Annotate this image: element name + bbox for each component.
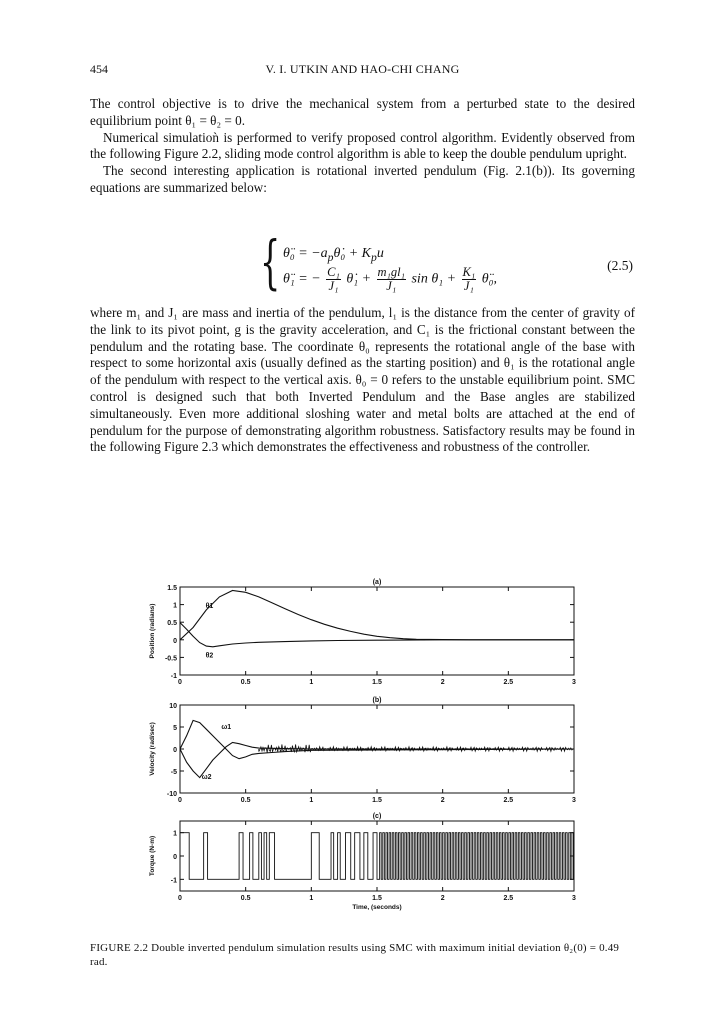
series-line-1-1 [180, 742, 574, 777]
x-tick-label-0-0: 0 [178, 679, 182, 686]
panel-title-2: (c) [372, 813, 382, 820]
x-tick-label-1-6: 3 [572, 797, 576, 804]
equation-line-1: θ̈₀ = $-a_p\thetȧ_0 + K_pu$ [283, 246, 384, 264]
x-axis-label-2: Time, (seconds) [352, 904, 402, 911]
series-line-0-0 [180, 591, 574, 640]
y-tick-label-2-2: 1 [173, 830, 177, 838]
y-tick-label-1-2: 0 [173, 747, 177, 754]
x-tick-label-2-2: 1 [309, 895, 314, 902]
plot-frame-0 [180, 587, 574, 675]
figure-2-2 [130, 575, 600, 925]
figure-caption: FIGURE 2.2 Double inverted pendulum simulation results using SMC with maximum initial deviation θ₂(0) = 0.49 rad. [90, 942, 620, 968]
y-tick-label-0-3: 0.5 [167, 620, 177, 628]
fraction-c1-j1: $\frac{\text{C₁}}{\text{J₁}}$ [327, 265, 340, 293]
y-tick-label-1-0: -10 [166, 791, 177, 798]
running-head: V. I. UTKIN AND HAO-CHI CHANG [265, 62, 460, 76]
y-tick-label-1-4: 10 [169, 703, 177, 710]
x-tick-label-0-4: 2 [440, 679, 445, 686]
x-tick-label-1-2: 1 [309, 797, 314, 804]
x-tick-label-0-5: 2.5 [503, 679, 514, 686]
x-tick-label-1-3: 1.5 [372, 797, 382, 804]
x-tick-label-0-3: 1.5 [372, 679, 382, 686]
x-tick-label-1-5: 2.5 [503, 797, 514, 804]
page-number: 454 [90, 62, 108, 76]
y-tick-label-0-4: 1 [173, 602, 177, 610]
x-tick-label-0-2: 1 [309, 679, 314, 686]
paragraph-3: The second interesting application is rotational inverted pendulum (Fig. 2.1(b)). Its governing equations are summarized below: [90, 163, 635, 195]
x-tick-label-1-4: 2 [440, 797, 445, 804]
paragraph-4: where m₁ and J₁ are mass and inertia of the pendulum, l₁ is the distance from the center of gravity of the link to its pivot point, g is the gravity acceleration, and C₁ is the frictional constant between the pendulum and the rotating base. The coordinate θ₀ represents the rotational angle of the base with respect to some horizontal axis (usually defined as the starting position) and θ₁ is the rotational angle of the pendulum with respect to the vertical axis. θ₀ = 0 refers to the unstable equilibrium point. SMC control is designed such that both Inverted Pendulum and the Base angles are stabilized simultaneously. Even more additional sloshing water and metal bolts are attached at the end of pendulum for the purpose of demonstrating algorithm robustness. Satisfactory results may be found in the following Figure 2.3 which demonstrates the effectiveness and robustness of the controller. [90, 305, 635, 455]
running-header [90, 62, 635, 78]
series-line-0-1 [180, 623, 574, 647]
y-tick-label-2-1: 0 [173, 854, 177, 861]
y-tick-label-0-0: -1 [170, 673, 177, 680]
series-label-1-1: ω2 [201, 773, 212, 781]
paragraph-1: The control objective is to drive the mechanical system from a perturbed state to the desired equilibrium point θ₁ = θ₂ = 0. [90, 96, 635, 128]
intro-text [90, 96, 635, 197]
series-label-0-0: θ1 [205, 603, 214, 611]
panel-title-1: (b) [372, 697, 382, 704]
x-tick-label-2-3: 1.5 [372, 895, 382, 902]
y-axis-label-0: Position (radians) [149, 603, 156, 659]
x-tick-label-1-1: 0.5 [240, 797, 251, 804]
equation-brace: { [260, 228, 281, 296]
y-tick-label-2-0: -1 [170, 877, 177, 885]
y-axis-label-2: Torque (N-m) [149, 835, 156, 877]
series-line-1-0 [180, 720, 574, 758]
body-text [90, 305, 635, 456]
x-tick-label-2-6: 3 [572, 895, 576, 902]
fraction-mgl-j1: $\frac{\text{m₁gl₁}}{\text{J₁}}$ [377, 265, 405, 293]
x-tick-label-2-4: 2 [440, 895, 445, 902]
equation-2-5 [90, 228, 635, 296]
equation-line-2: θ̈₁ = − $\frac{\text{C₁}}{\text{J₁}}$ θ̇₁ + $\frac{\text{m₁gl₁}}{\text{J₁}}$ sin θ₁ + $\frac{\text{K₁}}{\text{J₁}}$ θ̈₀, [283, 265, 497, 293]
velocity-chatter [259, 744, 573, 752]
y-tick-label-0-1: -0.5 [164, 655, 177, 663]
x-tick-label-1-0: 0 [178, 797, 182, 804]
simulation-plots [130, 575, 600, 925]
torque-signal [180, 833, 574, 880]
equation-number: (2.5) [607, 258, 633, 273]
y-tick-label-1-1: -5 [170, 769, 177, 776]
series-label-0-1: θ2 [205, 652, 214, 660]
x-tick-label-0-6: 3 [572, 679, 576, 686]
y-tick-label-1-3: 5 [173, 725, 177, 732]
fraction-k1-j1: $\frac{\text{K₁}}{\text{J₁}}$ [462, 265, 476, 293]
paragraph-2: Numerical simulatioǹ is performed to verify proposed control algorithm. Evidently observed from the following Figure 2.2, sliding mode control algorithm is able to keep the double pendulum upright. [90, 129, 635, 162]
x-tick-label-2-1: 0.5 [240, 895, 251, 902]
x-tick-label-2-0: 0 [178, 895, 182, 902]
series-label-1-0: ω1 [221, 724, 232, 732]
y-tick-label-0-2: 0 [173, 637, 177, 645]
panel-title-0: (a) [372, 579, 382, 586]
x-tick-label-2-5: 2.5 [503, 895, 514, 902]
y-axis-label-1: Velocity (rad/sec) [149, 722, 156, 776]
x-tick-label-0-1: 0.5 [240, 679, 251, 686]
y-tick-label-0-5: 1.5 [167, 585, 177, 592]
